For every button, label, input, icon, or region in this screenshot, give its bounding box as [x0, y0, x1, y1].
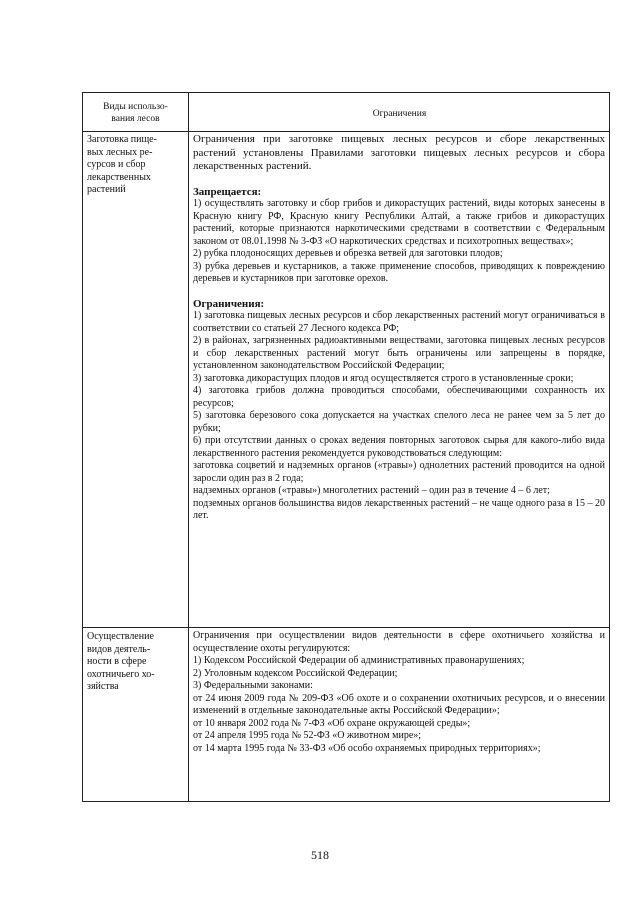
limit-item: подземных органов большинства видов лекарственных растений – не чаще одного раза в 15 – 20 лет.: [193, 497, 605, 521]
law-line: Ограничения при осуществлении видов деятельности в сфере охотничьего хозяйства и осуществление охоты регулируются:: [193, 630, 605, 654]
column-divider: [188, 93, 189, 801]
page-number: 518: [311, 848, 329, 862]
row2-restrictions: [193, 630, 605, 755]
law-line: 3) Федеральными законами:: [193, 680, 313, 691]
row1-intro: Ограничения при заготовке пищевых лесных ресурсов и сборе лекарственных растений установлены Правилами заготовки пищевых лесных ресурсов и сбора лекарственных растений.: [193, 133, 605, 172]
header-divider: [83, 131, 609, 132]
limit-item: 3) заготовка дикорастущих плодов и ягод осуществляется строго в установленные сроки;: [193, 372, 574, 384]
limit-item: 2) в районах, загрязненных радиоактивными веществами, заготовка пищевых лесных ресурсов и сбор лекарственных растений могут быть ограничены или запрещены в порядке, установленном законодательством Российской Федерации;: [193, 335, 605, 371]
forbidden-item: 2) рубка плодоносящих деревьев и обрезка ветвей для заготовки плодов;: [193, 248, 503, 259]
row2-forest-use: Осуществление видов деятель- ности в сфере охотничьего хо- зяйства: [87, 631, 155, 692]
law-line: от 24 апреля 1995 года № 52-ФЗ «О животном мире»;: [193, 730, 422, 741]
row1-forest-use: Заготовка пище- вых лесных ре- сурсов и сбор лекарственных растений: [87, 134, 157, 195]
limit-item: 1) заготовка пищевых лесных ресурсов и сбор лекарственных растений могут ограничиваться в соответствии со статьей 27 Лесного кодекса РФ;: [193, 310, 605, 334]
restrictions-table: [82, 92, 610, 802]
forbidden-item: 1) осуществлять заготовку и сбор грибов и дикорастущих растений, виды которых занесены в Красную книгу РФ, Красную книгу Республики Алтай, а также грибов и дикорастущих растений, которые признаются наркотическими средствами в соответствии с Федеральным законом от 08.01.1998 № 3-ФЗ «О наркотических средствах и психотропных веществах»;: [193, 198, 605, 247]
limit-item: 5) заготовка березового сока допускается на участках спелого леса не ранее чем за 5 лет до рубки;: [193, 410, 605, 434]
limit-item: заготовка соцветий и надземных органов («травы») однолетних растений проводится на одной заросли один раз в 2 года;: [193, 460, 605, 484]
limit-item: 4) заготовка грибов должна проводиться способами, обеспечивающими сохранность их ресурсов;: [193, 385, 605, 409]
row-divider: [83, 627, 609, 628]
law-line: от 24 июня 2009 года № 209-ФЗ «Об охоте и о сохранении охотничьих ресурсов, и о внесении изменений в отдельные законодательные акты Российской Федерации»;: [193, 692, 605, 716]
law-line: от 14 марта 1995 года № 33-ФЗ «Об особо охраняемых природных территориях»;: [193, 742, 541, 754]
limit-item: надземных органов («травы») многолетних растений – один раз в течение 4 – 6 лет;: [193, 485, 550, 496]
forbidden-title: Запрещается:: [193, 185, 262, 198]
limits-title: Ограничения:: [193, 297, 265, 310]
law-line: 1) Кодексом Российской Федерации об административных правонарушениях;: [193, 655, 525, 666]
row1-restrictions: [193, 133, 605, 523]
limit-item: 6) при отсутствии данных о сроках ведения повторных заготовок сырья для какого-либо вида лекарственного растения рекомендуется руководствоваться следующим:: [193, 435, 605, 459]
header-forest-use: Виды использо- вания лесов: [103, 102, 168, 124]
law-line: 2) Уголовным кодексом Российской Федерации;: [193, 667, 398, 679]
forbidden-item: 3) рубка деревьев и кустарников, а также применение способов, приводящих к повреждению деревьев и кустарников при заготовке орехов.: [193, 260, 605, 284]
header-restrictions: Ограничения: [372, 109, 427, 119]
law-line: от 10 января 2002 года № 7-ФЗ «Об охране окружающей среды»;: [193, 717, 471, 729]
